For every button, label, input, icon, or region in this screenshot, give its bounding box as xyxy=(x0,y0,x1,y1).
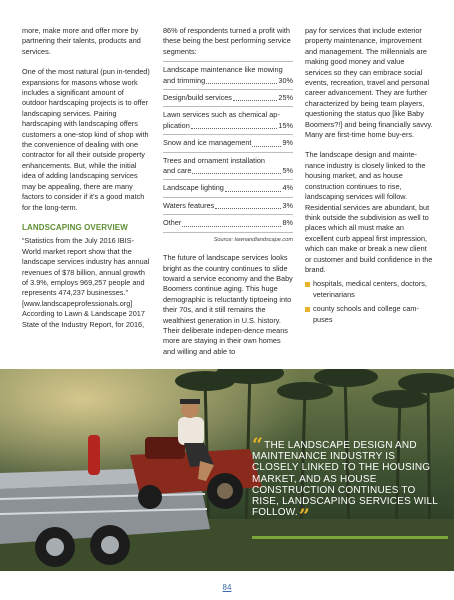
bullet-square-icon xyxy=(305,307,310,312)
stat-label-line1: Lawn services such as chemical ap- xyxy=(163,110,280,120)
stat-label: Landscape lighting xyxy=(163,183,224,193)
stat-row xyxy=(163,61,293,89)
paragraph: pay for services that include exterior property maintenance, improvement and management. The millennials are making good money and value services so they can embrace social events, recreation, travel and personal career advancement. They are further characterized by being team players, questioning the status quo [like Baby Boomers?!] and being financially savvy. Many are first-time home buy-ers. xyxy=(305,26,433,140)
section-heading: LANDSCAPING OVERVIEW xyxy=(22,222,128,232)
bullet-text: hospitals, medical centers, doctors, veterinarians xyxy=(313,279,427,299)
stat-label: Snow and ice management xyxy=(163,138,252,148)
stat-value: 3% xyxy=(282,200,293,210)
stat-label-line1: Landscape maintenance like mowing xyxy=(163,65,283,75)
bullet-square-icon xyxy=(305,282,310,287)
stat-label: plication xyxy=(163,120,190,130)
stat-row xyxy=(163,89,293,106)
stat-label: Other xyxy=(163,218,182,228)
stat-row xyxy=(163,134,293,151)
paragraph: 86% of respondents turned a profit with these being the best performing service segments: xyxy=(163,26,291,56)
stat-label: Waters features xyxy=(163,200,215,210)
stat-row xyxy=(163,106,293,134)
stat-value: 25% xyxy=(278,93,293,103)
page-number[interactable]: 84 xyxy=(222,583,232,592)
stat-value: 5% xyxy=(282,166,293,176)
stat-value: 9% xyxy=(282,138,293,148)
column-1 xyxy=(22,26,150,340)
stat-label: Design/build services xyxy=(163,93,232,103)
stat-value: 15% xyxy=(278,120,293,130)
open-quote-mark: “ xyxy=(252,434,264,456)
pull-quote xyxy=(252,434,444,528)
stat-row xyxy=(163,197,293,214)
stat-label: and trimming xyxy=(163,75,206,85)
pull-quote-rule xyxy=(252,536,448,539)
paragraph: One of the most natural (pun in-tended) expansions for masons whose work includes a significant amount of outdoor hardscaping projects is to offer landscaping services. Pairing hardscaping with landscaping offers customers a one-stop kind of shop with the convenience of dealing with one contractor for all their outside property enhancements. But, while the initial idea of adding landscaping services may be appealing, there are many factors to consider if it’s a good match for the long-term. xyxy=(22,67,150,212)
paragraph: The future of landscape services looks bright as the country continues to slide toward a service economy and the Baby Boomers continue aging. This huge demographic is reluctantly tiptoeing into their 70s, and it still remains the wealthiest generation in U.S. history. Their deliberate indepen-dence means more are staying in their own homes and willing and able to xyxy=(163,253,293,356)
stat-row xyxy=(163,152,293,180)
stat-row xyxy=(163,179,293,196)
service-segments-list xyxy=(163,61,293,232)
bullet-item xyxy=(305,304,433,325)
stat-value: 8% xyxy=(282,218,293,228)
bullet-item xyxy=(305,279,433,300)
close-quote-mark: ” xyxy=(298,505,310,528)
paragraph: more, make more and offer more by partnering their talents, products and services. xyxy=(22,26,141,56)
stat-label: and care xyxy=(163,166,192,176)
pull-quote-text: THE LANDSCAPE DESIGN AND MAINTENANCE INDUSTRY IS CLOSELY LINKED TO THE HOUSING MARKET, AND AS HOUSE CONSTRUCTION CONTINUES TO RISE, LANDSCAPING SERVICES WILL FOLLOW. xyxy=(252,440,438,519)
stat-row xyxy=(163,214,293,231)
paragraph: The landscape design and mainte-nance industry is closely linked to the housing market, and as house construction continues to rise, landscaping services will follow. Residential services are abundant, but think outside the subdivision as well to places which all must make an excellent curb appeal first impression, which can make or break a new client or customer and build confidence in the brand. xyxy=(305,150,433,274)
stat-value: 4% xyxy=(282,183,293,193)
column-2 xyxy=(163,26,293,367)
stat-label-line1: Trees and ornament installation xyxy=(163,155,265,165)
stat-value: 30% xyxy=(278,75,293,85)
paragraph: “Statistics from the July 2016 IBIS-World market report show that the landscape services industry has annual revenues of $78 billion, annual growth of 3.9%, employs 969,257 people and represents 474,237 businesses.” [www.landscapeprofessionals.org] According to Lawn & Landscape 2017 State of the Industry Report, for 2016, xyxy=(22,236,150,329)
bullet-text: county schools and college cam-puses xyxy=(313,304,419,324)
source-credit: Source: lawnandlandscape.com xyxy=(213,236,293,243)
column-3 xyxy=(305,26,433,329)
